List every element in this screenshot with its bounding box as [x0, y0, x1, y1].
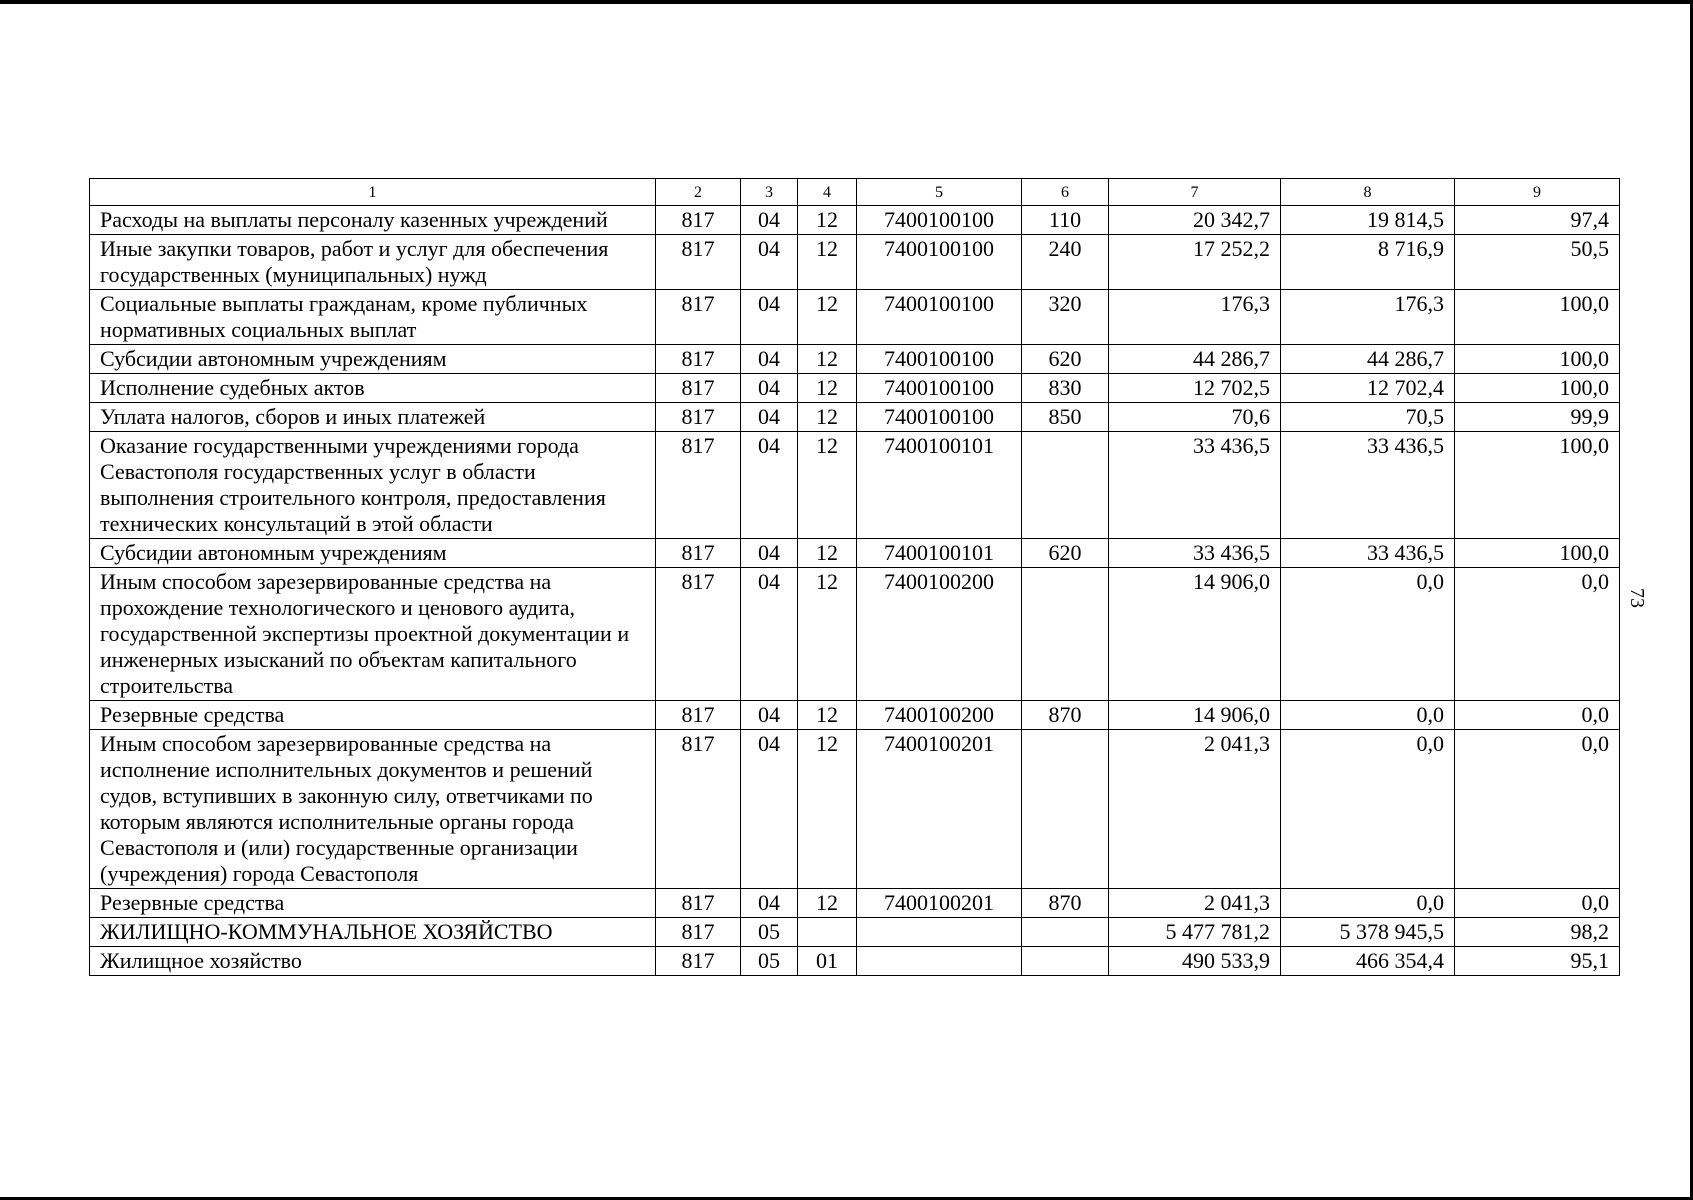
- cell-col5: 7400100200: [857, 701, 1022, 730]
- cell-col6: 320: [1022, 290, 1109, 345]
- table-row: [90, 701, 1620, 730]
- cell-col7: 2 041,3: [1109, 730, 1281, 889]
- cell-col8: 0,0: [1281, 701, 1455, 730]
- cell-col7: 33 436,5: [1109, 432, 1281, 539]
- row-name: Субсидии автономным учреждениям: [90, 539, 656, 568]
- cell-col4: 12: [798, 539, 857, 568]
- cell-col4: 12: [798, 432, 857, 539]
- column-header: 3: [741, 179, 798, 206]
- cell-col9: 100,0: [1455, 432, 1620, 539]
- cell-col8: 5 378 945,5: [1281, 918, 1455, 947]
- cell-col7: 490 533,9: [1109, 947, 1281, 976]
- cell-col7: 14 906,0: [1109, 568, 1281, 701]
- cell-col3: 04: [741, 889, 798, 918]
- cell-col6: [1022, 918, 1109, 947]
- cell-col9: 0,0: [1455, 568, 1620, 701]
- table-row: [90, 206, 1620, 235]
- row-name: Расходы на выплаты персоналу казенных учреждений: [90, 206, 656, 235]
- cell-col2: 817: [656, 206, 741, 235]
- cell-col9: 0,0: [1455, 889, 1620, 918]
- cell-col8: 12 702,4: [1281, 374, 1455, 403]
- cell-col9: 100,0: [1455, 345, 1620, 374]
- cell-col7: 14 906,0: [1109, 701, 1281, 730]
- cell-col2: 817: [656, 568, 741, 701]
- cell-col8: 0,0: [1281, 889, 1455, 918]
- cell-col3: 04: [741, 701, 798, 730]
- table-row: [90, 918, 1620, 947]
- column-header: 6: [1022, 179, 1109, 206]
- cell-col8: 19 814,5: [1281, 206, 1455, 235]
- cell-col3: 04: [741, 403, 798, 432]
- cell-col9: 99,9: [1455, 403, 1620, 432]
- page-border-top: [0, 0, 1693, 4]
- cell-col7: 33 436,5: [1109, 539, 1281, 568]
- cell-col5: 7400100101: [857, 432, 1022, 539]
- cell-col3: 05: [741, 918, 798, 947]
- cell-col2: 817: [656, 432, 741, 539]
- table-row: [90, 432, 1620, 539]
- row-name: ЖИЛИЩНО-КОММУНАЛЬНОЕ ХОЗЯЙСТВО: [90, 918, 656, 947]
- cell-col4: 12: [798, 206, 857, 235]
- cell-col9: 98,2: [1455, 918, 1620, 947]
- cell-col2: 817: [656, 701, 741, 730]
- cell-col5: 7400100201: [857, 889, 1022, 918]
- table-row: [90, 730, 1620, 889]
- cell-col3: 04: [741, 235, 798, 290]
- cell-col8: 70,5: [1281, 403, 1455, 432]
- cell-col5: 7400100100: [857, 206, 1022, 235]
- cell-col6: 620: [1022, 345, 1109, 374]
- cell-col3: 04: [741, 539, 798, 568]
- cell-col5: 7400100200: [857, 568, 1022, 701]
- cell-col8: 8 716,9: [1281, 235, 1455, 290]
- cell-col9: 50,5: [1455, 235, 1620, 290]
- table-row: [90, 345, 1620, 374]
- table-row: [90, 235, 1620, 290]
- cell-col4: 01: [798, 947, 857, 976]
- budget-table: [89, 178, 1620, 976]
- cell-col2: 817: [656, 730, 741, 889]
- row-name: Иные закупки товаров, работ и услуг для обеспечения государственных (муниципальных) нужд: [90, 235, 656, 290]
- cell-col2: 817: [656, 235, 741, 290]
- cell-col2: 817: [656, 947, 741, 976]
- row-name: Социальные выплаты гражданам, кроме публичных нормативных социальных выплат: [90, 290, 656, 345]
- row-name: Иным способом зарезервированные средства на исполнение исполнительных документов и решений судов, вступивших в законную силу, ответчиками по которым являются исполнительные органы города Севастополя и (или) государственные организации (учреждения) города Севастополя: [90, 730, 656, 889]
- cell-col3: 04: [741, 568, 798, 701]
- cell-col6: 110: [1022, 206, 1109, 235]
- row-name: Резервные средства: [90, 889, 656, 918]
- cell-col8: 0,0: [1281, 568, 1455, 701]
- table-row: [90, 889, 1620, 918]
- cell-col5: 7400100201: [857, 730, 1022, 889]
- table-row: [90, 568, 1620, 701]
- cell-col7: 70,6: [1109, 403, 1281, 432]
- cell-col5: 7400100101: [857, 539, 1022, 568]
- table-row: [90, 290, 1620, 345]
- cell-col9: 97,4: [1455, 206, 1620, 235]
- row-name: Иным способом зарезервированные средства на прохождение технологического и ценового аудита, государственной экспертизы проектной документации и инженерных изысканий по объектам капитального строительства: [90, 568, 656, 701]
- cell-col7: 176,3: [1109, 290, 1281, 345]
- cell-col8: 33 436,5: [1281, 539, 1455, 568]
- cell-col4: 12: [798, 345, 857, 374]
- row-name: Жилищное хозяйство: [90, 947, 656, 976]
- cell-col4: 12: [798, 374, 857, 403]
- cell-col2: 817: [656, 374, 741, 403]
- cell-col3: 05: [741, 947, 798, 976]
- cell-col2: 817: [656, 290, 741, 345]
- cell-col2: 817: [656, 539, 741, 568]
- cell-col9: 0,0: [1455, 701, 1620, 730]
- cell-col2: 817: [656, 889, 741, 918]
- cell-col7: 17 252,2: [1109, 235, 1281, 290]
- cell-col5: 7400100100: [857, 235, 1022, 290]
- cell-col9: 100,0: [1455, 374, 1620, 403]
- column-header: 1: [90, 179, 656, 206]
- cell-col4: 12: [798, 403, 857, 432]
- cell-col2: 817: [656, 918, 741, 947]
- cell-col5: 7400100100: [857, 403, 1022, 432]
- cell-col6: [1022, 730, 1109, 889]
- cell-col8: 466 354,4: [1281, 947, 1455, 976]
- page-number: 73: [1626, 588, 1648, 608]
- cell-col2: 817: [656, 403, 741, 432]
- row-name: Уплата налогов, сборов и иных платежей: [90, 403, 656, 432]
- column-header: 9: [1455, 179, 1620, 206]
- row-name: Субсидии автономным учреждениям: [90, 345, 656, 374]
- cell-col9: 100,0: [1455, 290, 1620, 345]
- cell-col9: 0,0: [1455, 730, 1620, 889]
- column-number-row: [90, 179, 1620, 206]
- cell-col7: 12 702,5: [1109, 374, 1281, 403]
- row-name: Исполнение судебных актов: [90, 374, 656, 403]
- cell-col3: 04: [741, 730, 798, 889]
- cell-col3: 04: [741, 345, 798, 374]
- row-name: Резервные средства: [90, 701, 656, 730]
- table-row: [90, 947, 1620, 976]
- cell-col8: 44 286,7: [1281, 345, 1455, 374]
- cell-col6: [1022, 947, 1109, 976]
- cell-col9: 95,1: [1455, 947, 1620, 976]
- column-header: 5: [857, 179, 1022, 206]
- cell-col5: 7400100100: [857, 345, 1022, 374]
- cell-col4: [798, 918, 857, 947]
- cell-col6: [1022, 432, 1109, 539]
- cell-col4: 12: [798, 730, 857, 889]
- table-row: [90, 403, 1620, 432]
- cell-col5: [857, 947, 1022, 976]
- cell-col6: 620: [1022, 539, 1109, 568]
- cell-col8: 176,3: [1281, 290, 1455, 345]
- column-header: 4: [798, 179, 857, 206]
- cell-col6: 870: [1022, 701, 1109, 730]
- cell-col3: 04: [741, 206, 798, 235]
- cell-col7: 5 477 781,2: [1109, 918, 1281, 947]
- cell-col7: 2 041,3: [1109, 889, 1281, 918]
- cell-col9: 100,0: [1455, 539, 1620, 568]
- cell-col8: 0,0: [1281, 730, 1455, 889]
- column-header: 8: [1281, 179, 1455, 206]
- cell-col6: [1022, 568, 1109, 701]
- column-header: 2: [656, 179, 741, 206]
- cell-col3: 04: [741, 374, 798, 403]
- cell-col4: 12: [798, 568, 857, 701]
- cell-col3: 04: [741, 432, 798, 539]
- cell-col6: 240: [1022, 235, 1109, 290]
- cell-col3: 04: [741, 290, 798, 345]
- cell-col4: 12: [798, 235, 857, 290]
- cell-col4: 12: [798, 701, 857, 730]
- cell-col5: 7400100100: [857, 374, 1022, 403]
- cell-col6: 830: [1022, 374, 1109, 403]
- cell-col7: 44 286,7: [1109, 345, 1281, 374]
- table-row: [90, 374, 1620, 403]
- table-row: [90, 539, 1620, 568]
- column-header: 7: [1109, 179, 1281, 206]
- cell-col2: 817: [656, 345, 741, 374]
- cell-col4: 12: [798, 290, 857, 345]
- cell-col7: 20 342,7: [1109, 206, 1281, 235]
- cell-col4: 12: [798, 889, 857, 918]
- cell-col6: 850: [1022, 403, 1109, 432]
- cell-col6: 870: [1022, 889, 1109, 918]
- cell-col8: 33 436,5: [1281, 432, 1455, 539]
- cell-col5: 7400100100: [857, 290, 1022, 345]
- cell-col5: [857, 918, 1022, 947]
- row-name: Оказание государственными учреждениями города Севастополя государственных услуг в области выполнения строительного контроля, предоставления технических консультаций в этой области: [90, 432, 656, 539]
